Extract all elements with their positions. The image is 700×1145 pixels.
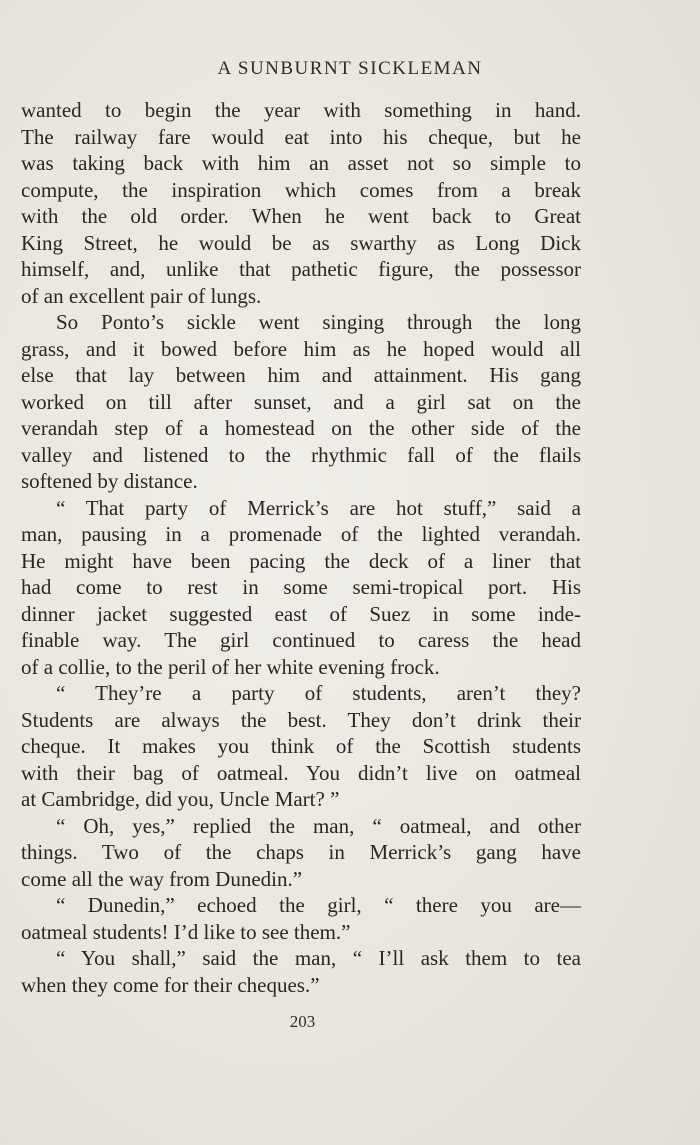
text-line: verandah step of a homestead on the other side of the [21, 416, 581, 440]
text-line: finable way. The girl continued to caress the head [21, 628, 581, 652]
body-text [21, 97, 581, 998]
text-line: “ Dunedin,” echoed the girl, “ there you are— [56, 893, 581, 917]
page-number: 203 [289, 1012, 316, 1031]
text-line: King Street, he would be as swarthy as Long Dick [21, 230, 581, 255]
text-line: grass, and it bowed before him as he hoped would all [21, 336, 581, 361]
text-line: himself, and, unlike that pathetic figure, the possessor [21, 257, 581, 281]
text-line: had come to rest in some semi-tropical port. His [21, 575, 581, 599]
text-line: at Cambridge, did you, Uncle Mart? ” [21, 787, 340, 811]
text-line: with the old order. When he went back to Great [21, 204, 581, 228]
text-line: of an excellent pair of lungs. [21, 283, 262, 308]
text-line: worked on till after sunset, and a girl sat on the [21, 389, 581, 414]
text-line: So Ponto’s sickle went singing through the long [56, 310, 581, 334]
running-head: A SUNBURNT SICKLEMAN [217, 58, 483, 79]
text-line: cheque. It makes you think of the Scottish students [21, 734, 581, 758]
text-line: with their bag of oatmeal. You didn’t live on oatmeal [21, 760, 581, 785]
text-line: when they come for their cheques.” [21, 972, 320, 997]
text-line: dinner jacket suggested east of Suez in some inde- [21, 601, 581, 626]
text-line: “ Oh, yes,” replied the man, “ oatmeal, and other [56, 813, 581, 838]
text-line: “ They’re a party of students, aren’t they? [56, 681, 581, 705]
text-line: compute, the inspiration which comes from a break [21, 177, 581, 202]
text-line: “ You shall,” said the man, “ I’ll ask them to tea [56, 946, 581, 970]
text-line: oatmeal students! I’d like to see them.” [21, 919, 351, 944]
text-line: wanted to begin the year with something in hand. [21, 98, 581, 122]
text-line: man, pausing in a promenade of the lighted verandah. [21, 522, 581, 546]
text-line: else that lay between him and attainment. His gang [21, 363, 581, 387]
text-line: He might have been pacing the deck of a liner that [21, 548, 581, 573]
text-line: valley and listened to the rhythmic fall of the flails [21, 442, 581, 467]
text-line: Students are always the best. They don’t drink their [21, 707, 581, 732]
text-line: softened by distance. [21, 469, 198, 493]
text-line: come all the way from Dunedin.” [21, 866, 303, 891]
text-line: of a collie, to the peril of her white evening frock. [21, 654, 440, 679]
text-line: “ That party of Merrick’s are hot stuff,” said a [56, 495, 581, 520]
text-line: things. Two of the chaps in Merrick’s gang have [21, 840, 581, 864]
text-line: was taking back with him an asset not so simple to [21, 151, 581, 175]
text-line: The railway fare would eat into his cheque, but he [21, 124, 581, 149]
